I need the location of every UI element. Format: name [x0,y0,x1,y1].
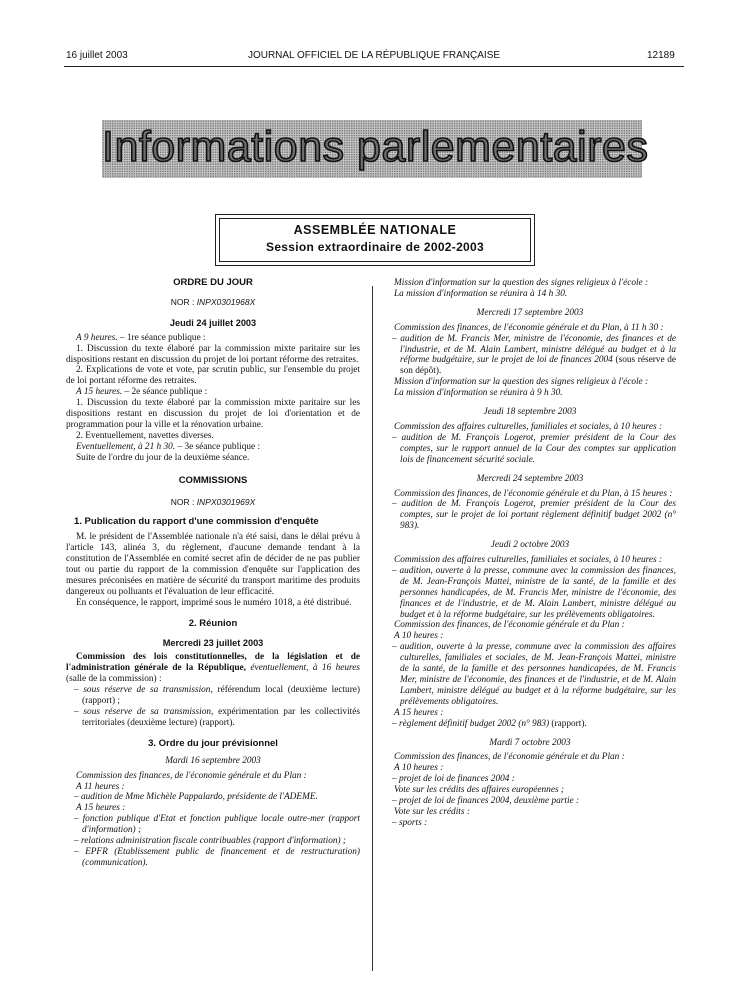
paragraph: A 9 heures. – 1re séance publique : [76,332,206,343]
day-heading: Jeudi 2 octobre 2003 [490,540,570,551]
issue-date: 16 juillet 2003 [66,50,128,61]
paragraph: A 10 heures : [394,763,444,774]
paragraph: La mission d'information se réunira à 9 h 30. [394,388,563,399]
list-item: – règlement définitif budget 2002 (n° 983) (rapport). [392,718,587,729]
paragraph: La mission d'information se réunira à 14 h 30. [394,288,568,299]
day-heading: Mercredi 17 septembre 2003 [476,307,584,318]
paragraph: 2. Explications de vote et vote, par scrutin public, sur l'ensemble du projet de loi portant réforme des retraites. [66,365,360,387]
ordre-du-jour-title: ORDRE DU JOUR [173,277,253,288]
list-item: – audition de M. François Logerot, premier président de la Cour des comptes, sur le rapport annuel de la Cour des comptes sur application lois de financement sécurité sociale. [392,432,676,465]
commissions-title: COMMISSIONS [178,474,248,486]
list-item: – audition de Mme Michèle Pappalardo, présidente de l'ADEME. [74,792,318,803]
section-banner [102,120,649,178]
list-item: – audition de M. François Logerot, premier président de la Cour des comptes, sur le projet de loi portant règlement définitif budget 2002 (n° 983). [392,499,676,532]
paragraph: Mission d'information sur la question des signes religieux à l'école : [394,278,649,288]
paragraph: Commission des finances, de l'économie générale et du Plan, à 11 h 30 : [394,322,664,333]
running-header [0,50,748,64]
list-item: – audition, ouverte à la presse, commune avec la commission des affaires culturelles, familiales et sociales, de M. Jean-François Mattei, ministre de la santé, de la famille et des personnes handicapées, de M. Francis Mer, ministre de l'économie, des finances et de l'industrie, et de M. Alain Lambert, ministre délégué au budget et à la réforme budgétaire, sur les prélèvements obligatoires. [392,642,676,707]
paragraph: Commission des affaires culturelles, familiales et sociales, à 10 heures : [394,421,663,432]
paragraph: Commission des affaires culturelles, familiales et sociales, à 10 heures : [394,555,663,566]
paragraph: Commission des lois constitutionnelles, de la législation et de l'administration générale de la République, éventuellement, à 16 heures (salle de la commission) : [66,652,361,685]
list-item: – relations administration fiscale contribuables (rapport d'information) ; [74,836,347,847]
right-column [384,278,676,829]
paragraph: Commission des finances, de l'économie générale et du Plan, à 15 heures : [394,488,673,499]
paragraph: A 15 heures. – 2e séance publique : [76,387,208,398]
paragraph: 2. Eventuellement, navettes diverses. [76,430,214,441]
ordre-day-title: Jeudi 24 juillet 2003 [169,317,257,328]
commissions-nor: NOR : INPX0301969X [170,496,256,507]
paragraph: M. le président de l'Assemblée nationale n'a été saisi, dans le délai prévu à l'article 143, alinéa 3, du règlement, d'aucune demande tendant à la constitution de l'Assemblée en comité secret afin de décider de ne pas publier tout ou partie du rapport de la commission d'enquête sur l'application des mesures préconisées en matière de sécurité du transport maritime des produits dangereux ou polluants et l'évaluation de leur efficacité. [66,532,360,597]
paragraph: Vote sur les crédits : [394,806,470,817]
paragraph: Commission des finances, de l'économie générale et du Plan : [394,752,625,763]
list-item: – audition, ouverte à la presse, commune avec la commission des finances, de M. Jean-François Mattei, ministre de la santé, de la famille et des personnes handicapées, de M. Francis Mer, ministre de l'économie, des finances et de l'industrie, et de M. Alain Lambert, ministre délégué au budget et à la réforme budgétaire, sur les prélèvements obligatoires. [392,565,676,620]
day-heading: Mercredi 24 septembre 2003 [476,473,584,484]
list-item: – projet de loi de finances 2004 : [392,774,515,785]
list-item: – audition de M. Francis Mer, ministre de l'économie, des finances et de l'industrie, et de M. Alain Lambert, ministre délégué au budget et à la réforme budgétaire, sur le projet de loi de finances 2004 (sous réserve de son dépôt). [392,333,676,377]
list-item: – sous réserve de sa transmission, expérimentation par les collectivités territoriales (deuxième lecture) (rapport). [74,707,360,728]
paragraph: En conséquence, le rapport, imprimé sous le numéro 1018, a été distribué. [76,597,352,608]
paragraph: Commission des finances, de l'économie générale et du Plan : [76,770,307,781]
day-heading: Mardi 7 octobre 2003 [489,737,571,748]
page-number: 12189 [647,50,675,61]
paragraph: Eventuellement, à 21 h 30. – 3e séance publique : [76,441,261,452]
paragraph: 1. Discussion du texte élaboré par la commission mixte paritaire sur les dispositions restant en discussion du projet de loi d'orientation et de programmation pour la ville et la rénovation urbaine. [66,398,360,430]
chamber-name: ASSEMBLÉE NATIONALE [293,223,457,237]
paragraph: A 15 heures : [76,803,126,814]
section-3-day: Mardi 16 septembre 2003 [165,755,261,766]
day-heading: Jeudi 18 septembre 2003 [483,407,577,418]
section-2-title: 2. Réunion [188,617,238,629]
left-column [66,278,360,869]
paragraph: Mission d'information sur la question des signes religieux à l'école : [394,377,649,388]
paragraph: A 11 heures : [76,781,125,792]
paragraph: A 15 heures : [394,707,444,718]
section-1-title: 1. Publication du rapport d'une commission d'enquête [74,516,319,528]
section-3-title: 3. Ordre du jour prévisionnel [148,737,278,749]
list-item: – fonction publique d'Etat et fonction publique locale outre-mer (rapport d'information) ; [74,814,360,836]
paragraph: Commission des finances, de l'économie générale et du Plan : [394,620,625,631]
ordre-nor: NOR : INPX0301968X [170,296,256,307]
list-item: – EPFR (Etablissement public de financement et de restructuration) (communication). [74,846,360,868]
header-rule [64,66,684,67]
chamber-box [219,218,531,262]
column-divider [372,286,373,971]
paragraph: 1. Discussion du texte élaboré par la commission mixte paritaire sur les dispositions restant en discussion du projet de loi portant réforme des retraites. [66,343,360,365]
list-item: – projet de loi de finances 2004, deuxième partie : [392,796,580,807]
section-2-day: Mercredi 23 juillet 2003 [162,637,264,648]
journal-title: JOURNAL OFFICIEL DE LA RÉPUBLIQUE FRANÇAISE [247,50,501,61]
session-name: Session extraordinaire de 2002-2003 [266,240,484,254]
banner-title: Informations parlementaires [102,123,649,171]
paragraph: Suite de l'ordre du jour de la deuxième séance. [76,452,250,463]
paragraph: A 10 heures : [394,631,444,642]
list-item: – sous réserve de sa transmission, référendum local (deuxième lecture) (rapport) ; [74,685,361,707]
list-item: – sports : [392,817,428,828]
paragraph: Vote sur les crédits des affaires européennes ; [394,785,564,796]
